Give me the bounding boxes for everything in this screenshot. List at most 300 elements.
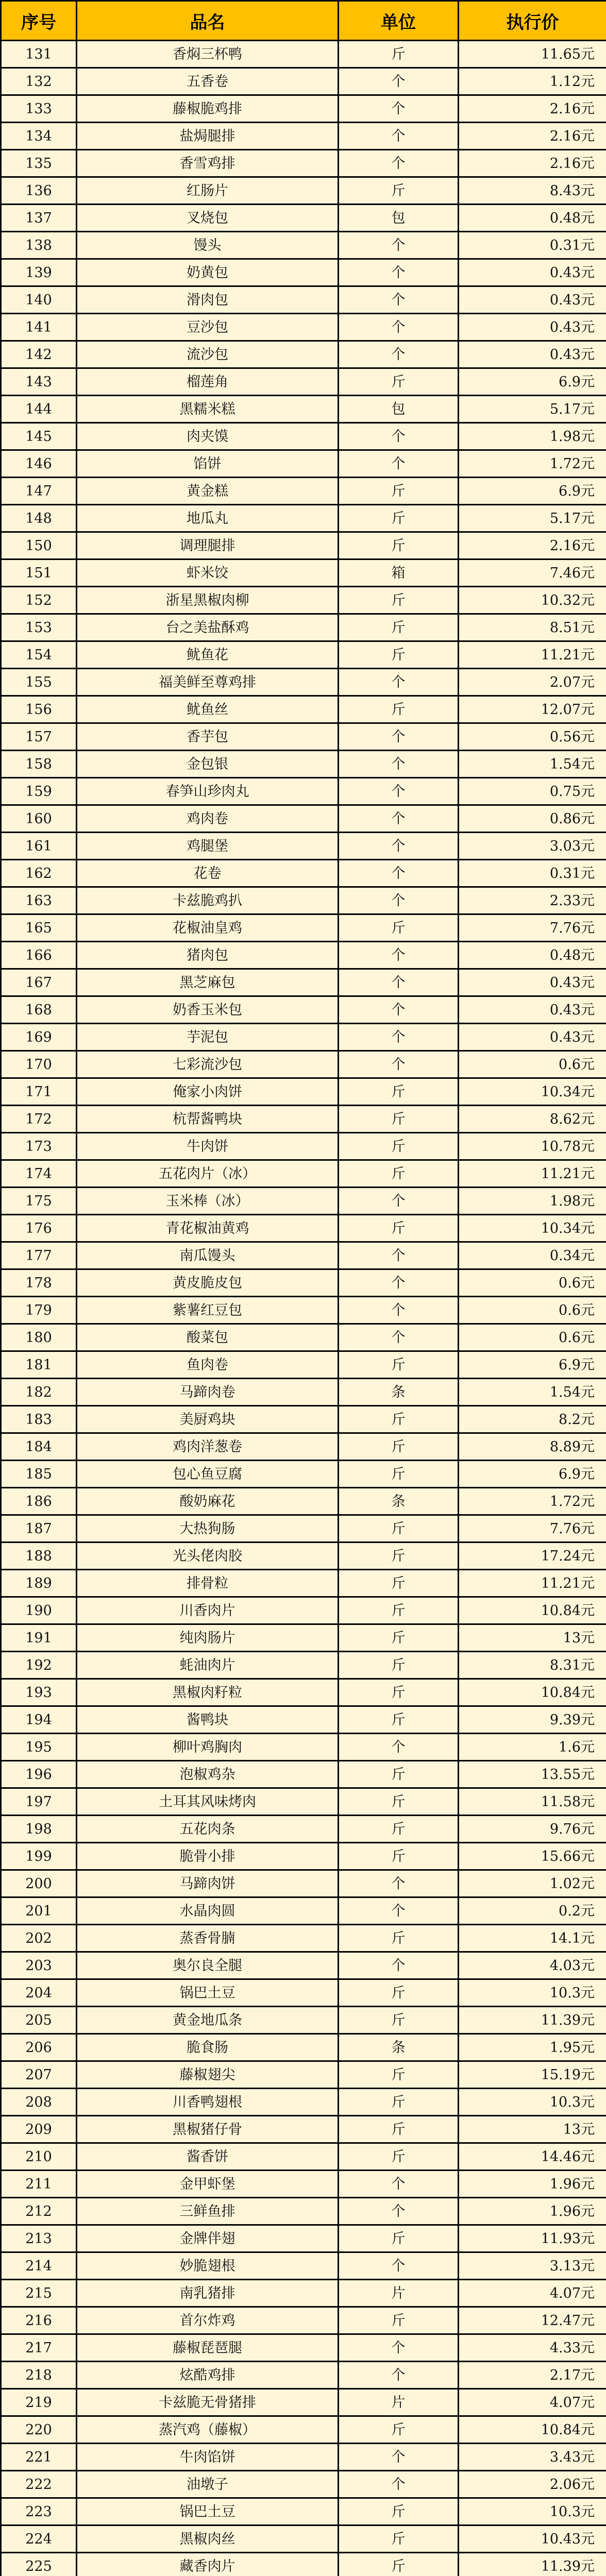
cell-price: 10.84元 [459,1679,606,1706]
cell-index: 190 [1,1597,77,1624]
table-row [1,1433,606,1461]
cell-unit: 斤 [339,1515,459,1543]
table-row [1,2389,606,2416]
cell-price: 1.12元 [459,68,606,95]
cell-unit: 斤 [339,478,459,505]
cell-index: 167 [1,969,77,996]
cell-product-name: 卡兹脆无骨猪排 [77,2389,339,2416]
cell-index: 199 [1,1843,77,1870]
cell-index: 202 [1,1925,77,1952]
cell-index: 223 [1,2498,77,2526]
cell-unit: 个 [339,1324,459,1351]
cell-unit: 个 [339,2471,459,2498]
cell-unit: 个 [339,1269,459,1297]
cell-index: 206 [1,2034,77,2061]
table-row [1,778,606,805]
cell-unit: 斤 [339,1570,459,1597]
cell-unit: 斤 [339,1706,459,1734]
cell-unit: 个 [339,996,459,1024]
cell-product-name: 藏香肉片 [77,2553,339,2576]
header-unit: 单位 [339,1,459,41]
cell-price: 10.34元 [459,1078,606,1106]
cell-unit: 斤 [339,41,459,68]
cell-product-name: 浙星黑椒肉柳 [77,587,339,614]
cell-product-name: 红肠片 [77,177,339,205]
table-row [1,1761,606,1788]
cell-unit: 斤 [339,1106,459,1133]
cell-price: 0.43元 [459,314,606,341]
cell-index: 132 [1,68,77,95]
table-row [1,1106,606,1133]
cell-price: 8.43元 [459,177,606,205]
cell-price: 0.2元 [459,1897,606,1925]
cell-product-name: 五花肉片（冰） [77,1160,339,1188]
cell-unit: 个 [339,2171,459,2198]
cell-unit: 条 [339,1488,459,1515]
cell-index: 169 [1,1024,77,1051]
cell-unit: 个 [339,1242,459,1269]
cell-unit: 箱 [339,560,459,587]
table-row [1,1788,606,1816]
table-row [1,1406,606,1433]
cell-index: 180 [1,1324,77,1351]
cell-price: 1.95元 [459,2034,606,2061]
cell-unit: 斤 [339,1788,459,1816]
cell-index: 138 [1,232,77,259]
table-row [1,341,606,368]
cell-price: 13.55元 [459,1761,606,1788]
cell-price: 0.75元 [459,778,606,805]
cell-product-name: 卡兹脆鸡扒 [77,887,339,914]
table-row [1,2252,606,2280]
table-row [1,505,606,532]
cell-index: 152 [1,587,77,614]
cell-price: 0.48元 [459,205,606,232]
cell-index: 146 [1,450,77,478]
cell-product-name: 大热狗肠 [77,1515,339,1543]
table-row [1,723,606,751]
cell-index: 209 [1,2116,77,2143]
cell-index: 175 [1,1188,77,1215]
cell-unit: 斤 [339,2116,459,2143]
table-row [1,1269,606,1297]
cell-product-name: 蒸汽鸡（藤椒） [77,2416,339,2444]
cell-index: 173 [1,1133,77,1160]
cell-price: 4.33元 [459,2334,606,2362]
cell-product-name: 马蹄肉饼 [77,1870,339,1897]
cell-price: 5.17元 [459,505,606,532]
cell-index: 147 [1,478,77,505]
cell-unit: 斤 [339,914,459,942]
cell-product-name: 香雪鸡排 [77,150,339,177]
table-row [1,996,606,1024]
table-row [1,1570,606,1597]
cell-price: 1.54元 [459,1379,606,1406]
cell-price: 8.31元 [459,1652,606,1679]
cell-product-name: 美厨鸡块 [77,1406,339,1433]
cell-unit: 包 [339,396,459,423]
cell-unit: 个 [339,423,459,450]
cell-price: 0.43元 [459,286,606,314]
cell-index: 216 [1,2307,77,2334]
cell-product-name: 青花椒油黄鸡 [77,1215,339,1242]
table-row [1,1816,606,1843]
table-row [1,1897,606,1925]
cell-product-name: 七彩流沙包 [77,1051,339,1078]
table-row [1,286,606,314]
cell-unit: 斤 [339,2526,459,2553]
table-row [1,860,606,887]
cell-product-name: 鱼肉卷 [77,1351,339,1379]
cell-index: 151 [1,560,77,587]
cell-price: 0.6元 [459,1051,606,1078]
cell-product-name: 奶黄包 [77,259,339,286]
cell-index: 203 [1,1952,77,1979]
cell-unit: 个 [339,1024,459,1051]
cell-index: 225 [1,2553,77,2576]
cell-product-name: 奥尔良全腿 [77,1952,339,1979]
cell-price: 10.3元 [459,2089,606,2116]
cell-index: 185 [1,1461,77,1488]
header-index: 序号 [1,1,77,41]
cell-product-name: 藤椒琵琶腿 [77,2334,339,2362]
table-row [1,614,606,641]
cell-product-name: 金甲虾堡 [77,2171,339,2198]
cell-unit: 斤 [339,1816,459,1843]
cell-product-name: 金包银 [77,751,339,778]
cell-unit: 斤 [339,1624,459,1652]
cell-product-name: 豆沙包 [77,314,339,341]
cell-price: 13元 [459,1624,606,1652]
cell-unit: 斤 [339,1433,459,1461]
cell-product-name: 奶香玉米包 [77,996,339,1024]
cell-price: 11.21元 [459,1160,606,1188]
table-row [1,2307,606,2334]
cell-price: 0.43元 [459,969,606,996]
table-row [1,2007,606,2034]
cell-unit: 斤 [339,2007,459,2034]
cell-index: 144 [1,396,77,423]
cell-product-name: 榴莲角 [77,368,339,396]
table-row [1,1543,606,1570]
table-row [1,1051,606,1078]
cell-product-name: 川香鸭翅根 [77,2089,339,2116]
cell-price: 1.98元 [459,1188,606,1215]
table-row [1,641,606,669]
cell-price: 2.33元 [459,887,606,914]
cell-product-name: 五花肉条 [77,1816,339,1843]
table-row [1,1461,606,1488]
cell-index: 157 [1,723,77,751]
cell-product-name: 酱鸭块 [77,1706,339,1734]
table-row [1,2471,606,2498]
cell-index: 137 [1,205,77,232]
table-row [1,1078,606,1106]
cell-product-name: 金牌伴翅 [77,2225,339,2252]
cell-index: 171 [1,1078,77,1106]
cell-unit: 个 [339,1051,459,1078]
cell-unit: 斤 [339,641,459,669]
cell-price: 2.17元 [459,2362,606,2389]
cell-product-name: 黄皮脆皮包 [77,1269,339,1297]
cell-price: 0.43元 [459,996,606,1024]
cell-unit: 斤 [339,505,459,532]
cell-index: 186 [1,1488,77,1515]
cell-unit: 斤 [339,614,459,641]
cell-index: 168 [1,996,77,1024]
cell-price: 5.17元 [459,396,606,423]
cell-unit: 个 [339,232,459,259]
cell-index: 194 [1,1706,77,1734]
table-row [1,887,606,914]
table-row [1,205,606,232]
cell-price: 1.72元 [459,1488,606,1515]
table-row [1,177,606,205]
cell-price: 6.9元 [459,1461,606,1488]
cell-product-name: 黑芝麻包 [77,969,339,996]
cell-index: 134 [1,123,77,150]
cell-price: 1.54元 [459,751,606,778]
cell-product-name: 馅饼 [77,450,339,478]
cell-product-name: 台之美盐酥鸡 [77,614,339,641]
table-row [1,532,606,560]
cell-unit: 个 [339,833,459,860]
cell-price: 0.43元 [459,1024,606,1051]
table-row [1,1734,606,1761]
cell-price: 11.39元 [459,2553,606,2576]
cell-product-name: 脆骨小排 [77,1843,339,1870]
cell-index: 150 [1,532,77,560]
cell-price: 2.16元 [459,95,606,123]
cell-price: 11.65元 [459,41,606,68]
cell-index: 176 [1,1215,77,1242]
cell-price: 0.31元 [459,860,606,887]
cell-price: 6.9元 [459,478,606,505]
cell-price: 10.32元 [459,587,606,614]
table-row [1,1652,606,1679]
cell-index: 213 [1,2225,77,2252]
cell-index: 153 [1,614,77,641]
cell-unit: 斤 [339,1679,459,1706]
cell-unit: 斤 [339,2553,459,2576]
table-row [1,1952,606,1979]
cell-product-name: 花卷 [77,860,339,887]
table-row [1,1870,606,1897]
cell-unit: 条 [339,1379,459,1406]
cell-unit: 斤 [339,2061,459,2089]
cell-index: 179 [1,1297,77,1324]
cell-unit: 斤 [339,1133,459,1160]
header-row [1,1,606,41]
table-row [1,1242,606,1269]
cell-index: 197 [1,1788,77,1816]
cell-product-name: 福美鲜至尊鸡排 [77,669,339,696]
cell-index: 217 [1,2334,77,2362]
table-row [1,1979,606,2007]
cell-price: 0.86元 [459,805,606,833]
table-row [1,914,606,942]
cell-product-name: 蚝油肉片 [77,1652,339,1679]
cell-unit: 个 [339,723,459,751]
cell-product-name: 黑椒肉丝 [77,2526,339,2553]
cell-product-name: 马蹄肉卷 [77,1379,339,1406]
cell-product-name: 花椒油皇鸡 [77,914,339,942]
table-row [1,2498,606,2526]
table-row [1,805,606,833]
table-header [1,1,606,41]
cell-price: 8.2元 [459,1406,606,1433]
cell-index: 158 [1,751,77,778]
cell-index: 204 [1,1979,77,2007]
cell-index: 215 [1,2280,77,2307]
cell-index: 163 [1,887,77,914]
cell-unit: 个 [339,123,459,150]
cell-unit: 个 [339,341,459,368]
cell-price: 1.02元 [459,1870,606,1897]
cell-product-name: 调理腿排 [77,532,339,560]
cell-unit: 斤 [339,1597,459,1624]
cell-unit: 个 [339,1870,459,1897]
cell-index: 181 [1,1351,77,1379]
cell-index: 201 [1,1897,77,1925]
cell-product-name: 锅巴土豆 [77,2498,339,2526]
cell-price: 4.07元 [459,2280,606,2307]
cell-price: 2.06元 [459,2471,606,2498]
table-row [1,1706,606,1734]
table-row [1,123,606,150]
cell-unit: 个 [339,805,459,833]
cell-price: 8.62元 [459,1106,606,1133]
table-row [1,942,606,969]
cell-unit: 个 [339,860,459,887]
cell-unit: 个 [339,887,459,914]
cell-unit: 个 [339,942,459,969]
cell-price: 3.13元 [459,2252,606,2280]
cell-unit: 斤 [339,2225,459,2252]
table-row [1,368,606,396]
cell-product-name: 盐焗腿排 [77,123,339,150]
cell-index: 142 [1,341,77,368]
cell-unit: 斤 [339,1351,459,1379]
cell-unit: 斤 [339,2416,459,2444]
cell-price: 0.34元 [459,1242,606,1269]
cell-price: 10.43元 [459,2526,606,2553]
cell-unit: 个 [339,1188,459,1215]
cell-index: 189 [1,1570,77,1597]
cell-index: 195 [1,1734,77,1761]
cell-product-name: 藤椒脆鸡排 [77,95,339,123]
table-row [1,2444,606,2471]
table-row [1,1324,606,1351]
cell-product-name: 南瓜馒头 [77,1242,339,1269]
cell-index: 156 [1,696,77,723]
table-row [1,560,606,587]
table-row [1,2526,606,2553]
table-row [1,696,606,723]
table-body [1,41,606,2576]
cell-price: 6.9元 [459,1351,606,1379]
cell-index: 198 [1,1816,77,1843]
cell-product-name: 土耳其风味烤肉 [77,1788,339,1816]
cell-index: 224 [1,2526,77,2553]
cell-index: 219 [1,2389,77,2416]
header-product-name: 品名 [77,1,339,41]
cell-price: 11.93元 [459,2225,606,2252]
cell-product-name: 油墩子 [77,2471,339,2498]
cell-index: 136 [1,177,77,205]
table-row [1,1624,606,1652]
cell-index: 214 [1,2252,77,2280]
cell-price: 10.3元 [459,1979,606,2007]
cell-price: 0.6元 [459,1324,606,1351]
cell-unit: 斤 [339,1979,459,2007]
cell-index: 182 [1,1379,77,1406]
cell-index: 211 [1,2171,77,2198]
table-row [1,1188,606,1215]
cell-index: 210 [1,2143,77,2171]
table-row [1,150,606,177]
cell-index: 220 [1,2416,77,2444]
cell-product-name: 春笋山珍肉丸 [77,778,339,805]
cell-product-name: 三鲜鱼排 [77,2198,339,2225]
cell-product-name: 藤椒翅尖 [77,2061,339,2089]
cell-product-name: 南乳猪排 [77,2280,339,2307]
table-row [1,2143,606,2171]
table-row [1,1597,606,1624]
table-row [1,1488,606,1515]
table-row [1,2553,606,2576]
cell-unit: 斤 [339,1652,459,1679]
cell-unit: 条 [339,2034,459,2061]
cell-product-name: 芋泥包 [77,1024,339,1051]
cell-product-name: 紫薯红豆包 [77,1297,339,1324]
cell-unit: 斤 [339,1543,459,1570]
cell-index: 160 [1,805,77,833]
cell-index: 177 [1,1242,77,1269]
cell-price: 3.03元 [459,833,606,860]
cell-index: 161 [1,833,77,860]
cell-unit: 个 [339,778,459,805]
table-row [1,2280,606,2307]
cell-product-name: 鱿鱼花 [77,641,339,669]
cell-index: 165 [1,914,77,942]
cell-price: 15.19元 [459,2061,606,2089]
cell-unit: 个 [339,259,459,286]
cell-index: 133 [1,95,77,123]
cell-index: 140 [1,286,77,314]
cell-index: 145 [1,423,77,450]
cell-price: 12.47元 [459,2307,606,2334]
cell-unit: 斤 [339,1461,459,1488]
cell-index: 205 [1,2007,77,2034]
cell-product-name: 杭帮酱鸭块 [77,1106,339,1133]
cell-unit: 个 [339,1734,459,1761]
cell-unit: 个 [339,314,459,341]
cell-unit: 斤 [339,2498,459,2526]
cell-unit: 斤 [339,2143,459,2171]
table-row [1,669,606,696]
cell-index: 183 [1,1406,77,1433]
table-row [1,68,606,95]
cell-product-name: 酸奶麻花 [77,1488,339,1515]
cell-unit: 个 [339,1297,459,1324]
table-row [1,2362,606,2389]
cell-price: 11.21元 [459,1570,606,1597]
cell-product-name: 黑糯米糕 [77,396,339,423]
cell-product-name: 流沙包 [77,341,339,368]
cell-product-name: 五香卷 [77,68,339,95]
cell-price: 2.16元 [459,123,606,150]
